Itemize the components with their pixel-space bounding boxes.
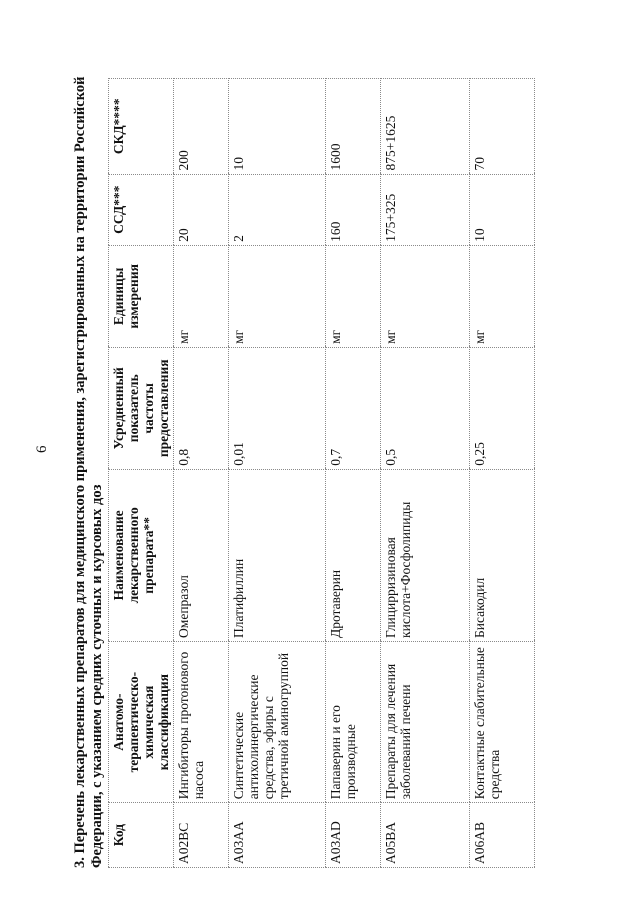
drug-table (108, 78, 535, 868)
cell-unit: мг (326, 245, 381, 347)
table-row (470, 79, 535, 868)
cell-skd: 200 (174, 79, 229, 175)
table-row (326, 79, 381, 868)
cell-unit: мг (381, 245, 470, 347)
table-header-row (109, 79, 174, 868)
cell-name: Омепразол (174, 469, 229, 641)
cell-unit: мг (174, 245, 229, 347)
table-row (381, 79, 470, 868)
cell-ssd: 2 (229, 174, 326, 245)
section-title: 3. Перечень лекарственных препаратов для медицинского применения, зарегистрированных на территории Российской Федерации, с указанием средних суточных и курсовых доз (72, 76, 105, 868)
table-row (229, 79, 326, 868)
cell-frequency: 0,01 (229, 347, 326, 469)
cell-skd: 1600 (326, 79, 381, 175)
cell-atc: Ингибиторы протонового насоса (174, 641, 229, 802)
cell-code: A03AA (229, 803, 326, 868)
cell-skd: 70 (470, 79, 535, 175)
cell-ssd: 20 (174, 174, 229, 245)
cell-code: A06AB (470, 803, 535, 868)
cell-frequency: 0,25 (470, 347, 535, 469)
cell-name: Глицирризиновая кислота+Фосфолипиды (381, 469, 470, 641)
cell-code: A02BC (174, 803, 229, 868)
header-unit: Единицы измерения (109, 245, 174, 347)
cell-ssd: 160 (326, 174, 381, 245)
cell-atc: Синтетические антихолинергические средства, эфиры с третичной аминогруппой (229, 641, 326, 802)
header-frequency: Усредненный показатель частоты предоставления (109, 347, 174, 469)
cell-atc: Контактные слабительные средства (470, 641, 535, 802)
cell-atc: Папаверин и его производные (326, 641, 381, 802)
cell-atc: Препараты для лечения заболеваний печени (381, 641, 470, 802)
cell-name: Бисакодил (470, 469, 535, 641)
cell-skd: 10 (229, 79, 326, 175)
header-ssd: ССД*** (109, 174, 174, 245)
header-atc: Анатомо-терапевтическо-химическая классификация (109, 641, 174, 802)
cell-name: Платифиллин (229, 469, 326, 641)
header-name: Наименование лекарственного препарата** (109, 469, 174, 641)
page-number: 6 (34, 445, 50, 453)
header-code: Код (109, 803, 174, 868)
cell-skd: 875+1625 (381, 79, 470, 175)
cell-name: Дротаверин (326, 469, 381, 641)
group-frequency: 0,8 (176, 448, 191, 466)
cell-code: A05BA (381, 803, 470, 868)
cell-frequency: 0,7 (326, 347, 381, 469)
table-row (174, 79, 229, 868)
cell-unit: мг (229, 245, 326, 347)
cell-ssd: 175+325 (381, 174, 470, 245)
header-skd: СКД**** (109, 79, 174, 175)
cell-unit: мг (470, 245, 535, 347)
cell-frequency (174, 347, 229, 469)
rotated-document (72, 68, 592, 868)
cell-ssd: 10 (470, 174, 535, 245)
cell-code: A03AD (326, 803, 381, 868)
cell-frequency: 0,5 (381, 347, 470, 469)
